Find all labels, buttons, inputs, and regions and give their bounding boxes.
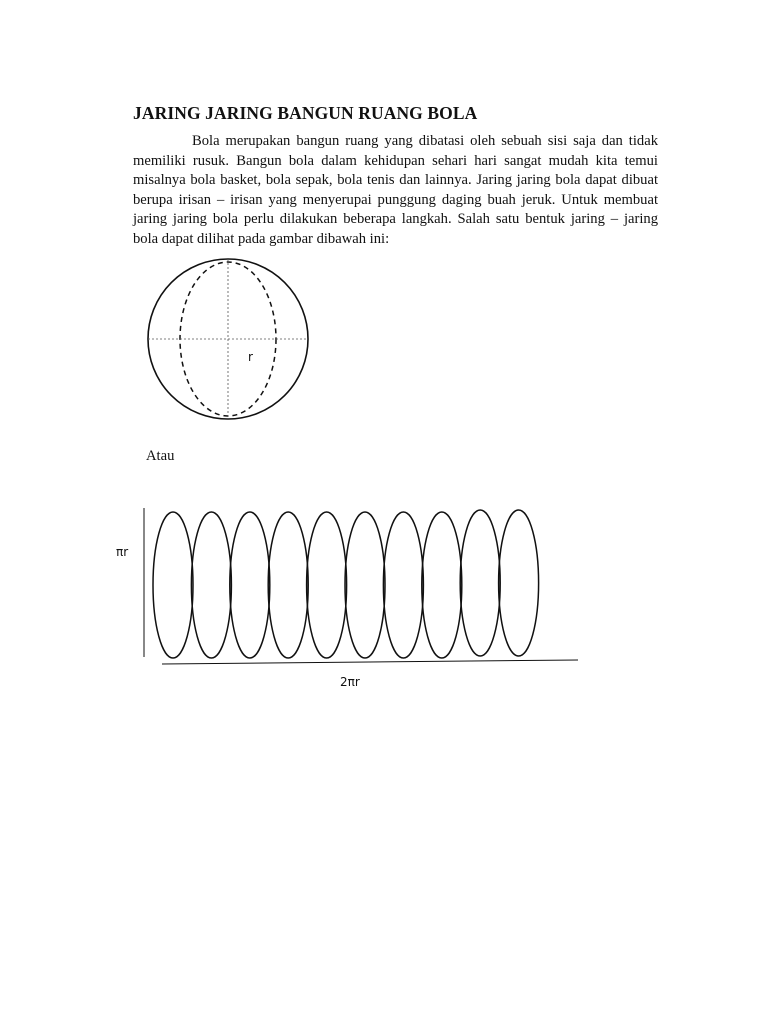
net-segment [153,512,193,658]
net-segment [230,512,270,658]
sphere-meridian-dashed [180,262,276,416]
width-axis-line [162,660,578,664]
net-segment [268,512,308,658]
net-segment [499,510,539,656]
radius-label: r [248,350,253,364]
width-label: 2πr [340,675,360,689]
net-segment [383,512,423,658]
atau-label: Atau [146,448,175,464]
height-label: πr [116,545,129,559]
intro-paragraph: Bola merupakan bangun ruang yang dibatasi oleh sebuah sisi saja dan tidak memiliki rusuk. Bangun bola dalam kehidupan sehari hari sangat mudah kita temui misalnya bola basket, bola sepak, bola tenis dan lainnya. Jaring jaring bola dapat dibuat berupa irisan – irisan yang menyerupai punggung daging buah jeruk. Untuk membuat jaring jaring bola perlu dilakukan beberapa langkah. Salah satu bentuk jaring – jaring bola dapat dilihat pada gambar dibawah ini: [133,133,658,247]
sphere-outline [148,259,308,419]
net-segment [307,512,347,658]
net-segments [153,510,539,658]
net-segment [191,512,231,658]
net-segment [460,510,500,656]
net-segment [345,512,385,658]
net-segment [422,512,462,658]
page-title: JARING JARING BANGUN RUANG BOLA [133,103,478,123]
